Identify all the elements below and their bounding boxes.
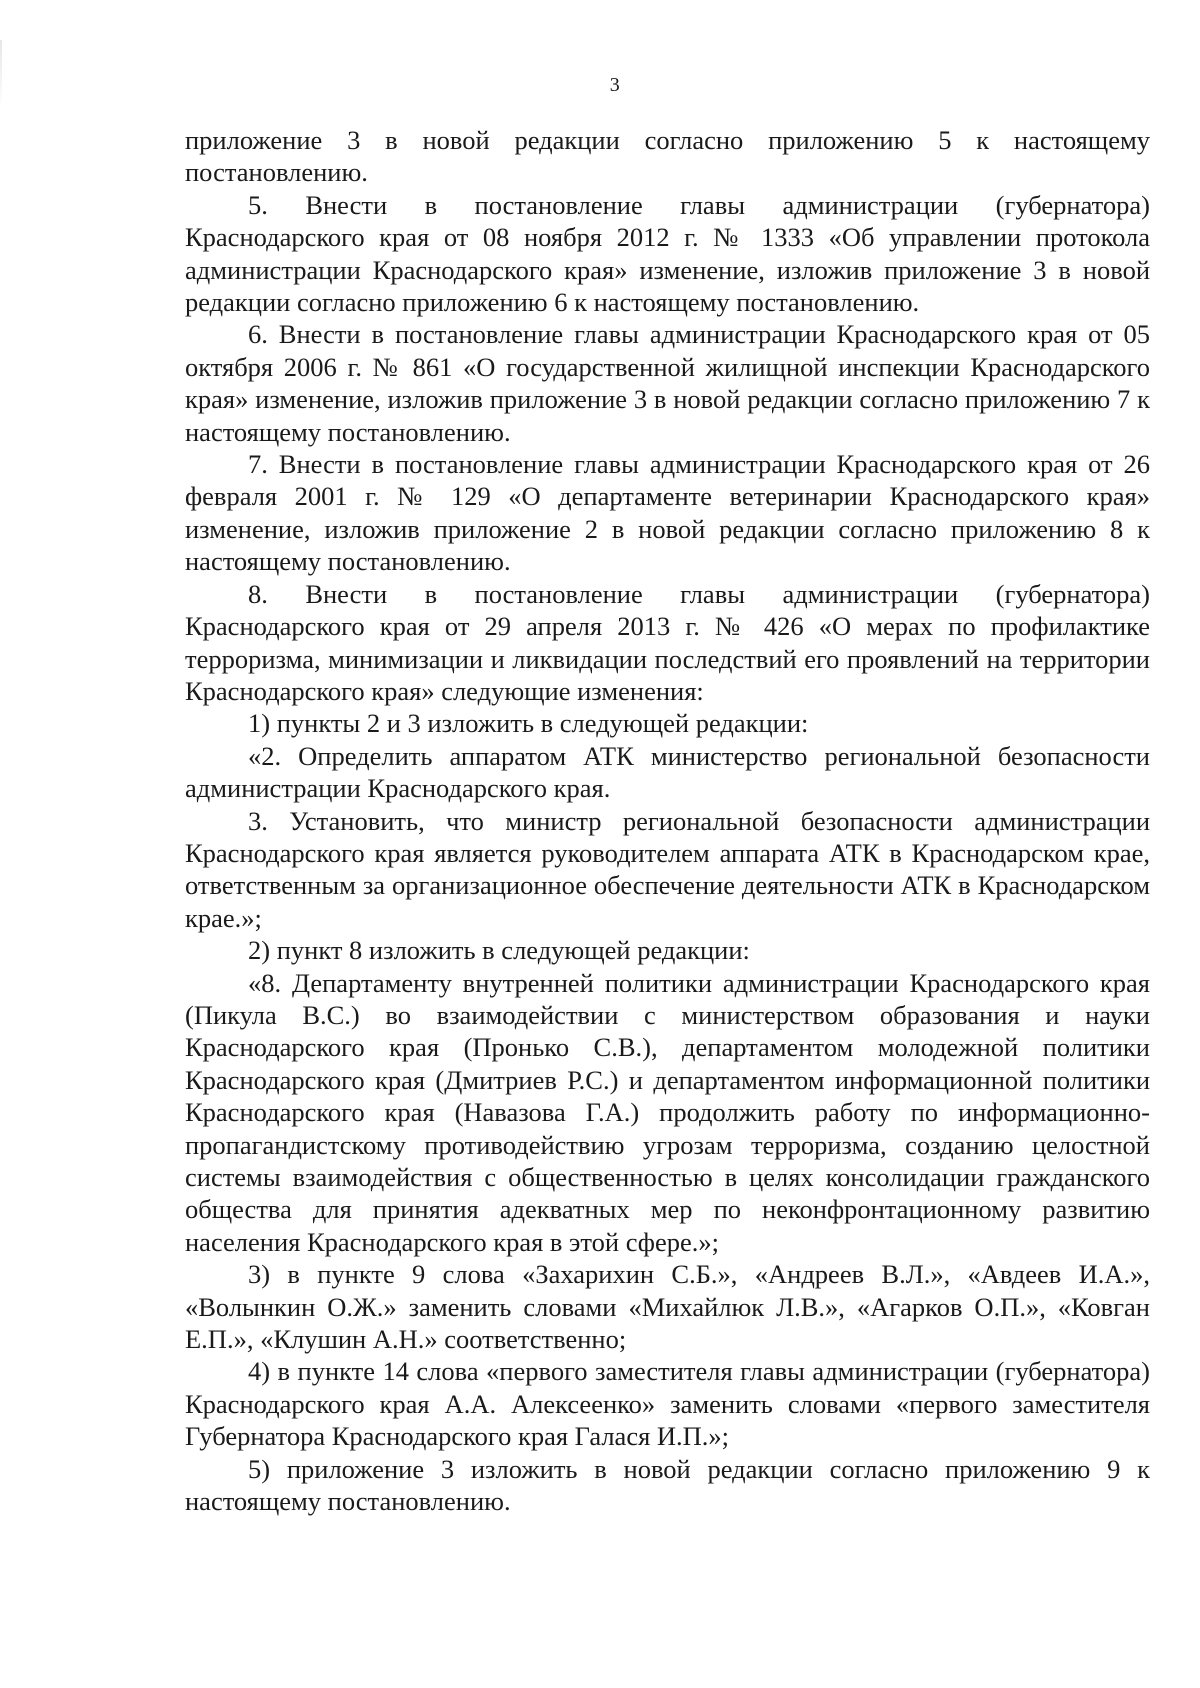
paragraph: 3) в пункте 9 слова «Захарихин С.Б.», «Андреев В.Л.», «Авдеев И.А.», «Волынкин О.Ж.» заменить словами «Михайлюк Л.В.», «Агарков О.П.», «Ковган Е.П.», «Клушин А.Н.» соответственно; bbox=[185, 1259, 1150, 1355]
paragraph: 6. Внести в постановление главы администрации Краснодарского края от 05 октября 2006 г. № 861 «О государственной жилищной инспекции Краснодарского края» изменение, изложив приложение 3 в новой редакции согласно приложению 7 к настоящему постановлению. bbox=[185, 319, 1150, 447]
paragraph: «8. Департаменту внутренней политики администрации Краснодарского края (Пикула В.С.) во взаимодействии с министерством образования и науки Краснодарского края (Пронько С.В.), департаментом молодежной политики Краснодарского края (Дмитриев Р.С.) и департаментом информационной политики Краснодарского края (Навазова Г.А.) продолжить работу по информационно-пропагандистскому противодействию угрозам терроризма, созданию целостной системы взаимодействия с общественностью в целях консолидации гражданского общества для принятия адекватных мер по неконфронтационному развитию населения Краснодарского края в этой сфере.»; bbox=[185, 967, 1150, 1257]
paragraph: 7. Внести в постановление главы администрации Краснодарского края от 26 февраля 2001 г. № 129 «О департаменте ветеринарии Краснодарского края» изменение, изложив приложение 2 в новой редакции согласно приложению 8 к настоящему постановлению. bbox=[185, 449, 1150, 577]
paragraph: 8. Внести в постановление главы администрации (губернатора) Краснодарского края от 29 апреля 2013 г. № 426 «О мерах по профилактике терроризма, минимизации и ликвидации последствий его проявлений на территории Краснодарского края» следующие изменения: bbox=[185, 578, 1150, 706]
paragraph: приложение 3 в новой редакции согласно приложению 5 к настоящему постановлению. bbox=[185, 125, 1150, 188]
paragraph: 5. Внести в постановление главы администрации (губернатора) Краснодарского края от 08 ноября 2012 г. № 1333 «Об управлении протокола администрации Краснодарского края» изменение, изложив приложение 3 в новой редакции согласно приложению 6 к настоящему постановлению. bbox=[185, 189, 1150, 318]
paragraph: 1) пункты 2 и 3 изложить в следующей редакции: bbox=[248, 708, 809, 739]
page-number: 3 bbox=[609, 74, 621, 96]
paragraph: 2) пункт 8 изложить в следующей редакции: bbox=[248, 935, 750, 966]
paragraph: 4) в пункте 14 слова «первого заместителя главы администрации (губернатора) Краснодарского края А.А. Алексеенко» заменить словами «первого заместителя Губернатора Краснодарского края Галася И.П.»; bbox=[185, 1356, 1150, 1452]
paragraph: 3. Установить, что министр региональной безопасности администрации Краснодарского края является руководителем аппарата АТК в Краснодарском крае, ответственным за организационное обеспечение деятельности АТК в Краснодарском крае.»; bbox=[185, 805, 1150, 933]
document-body bbox=[185, 124, 1150, 1517]
paragraph: «2. Определить аппаратом АТК министерство региональной безопасности администрации Краснодарского края. bbox=[185, 740, 1150, 804]
paragraph: 5) приложение 3 изложить в новой редакции согласно приложению 9 к настоящему постановлению. bbox=[185, 1453, 1150, 1517]
